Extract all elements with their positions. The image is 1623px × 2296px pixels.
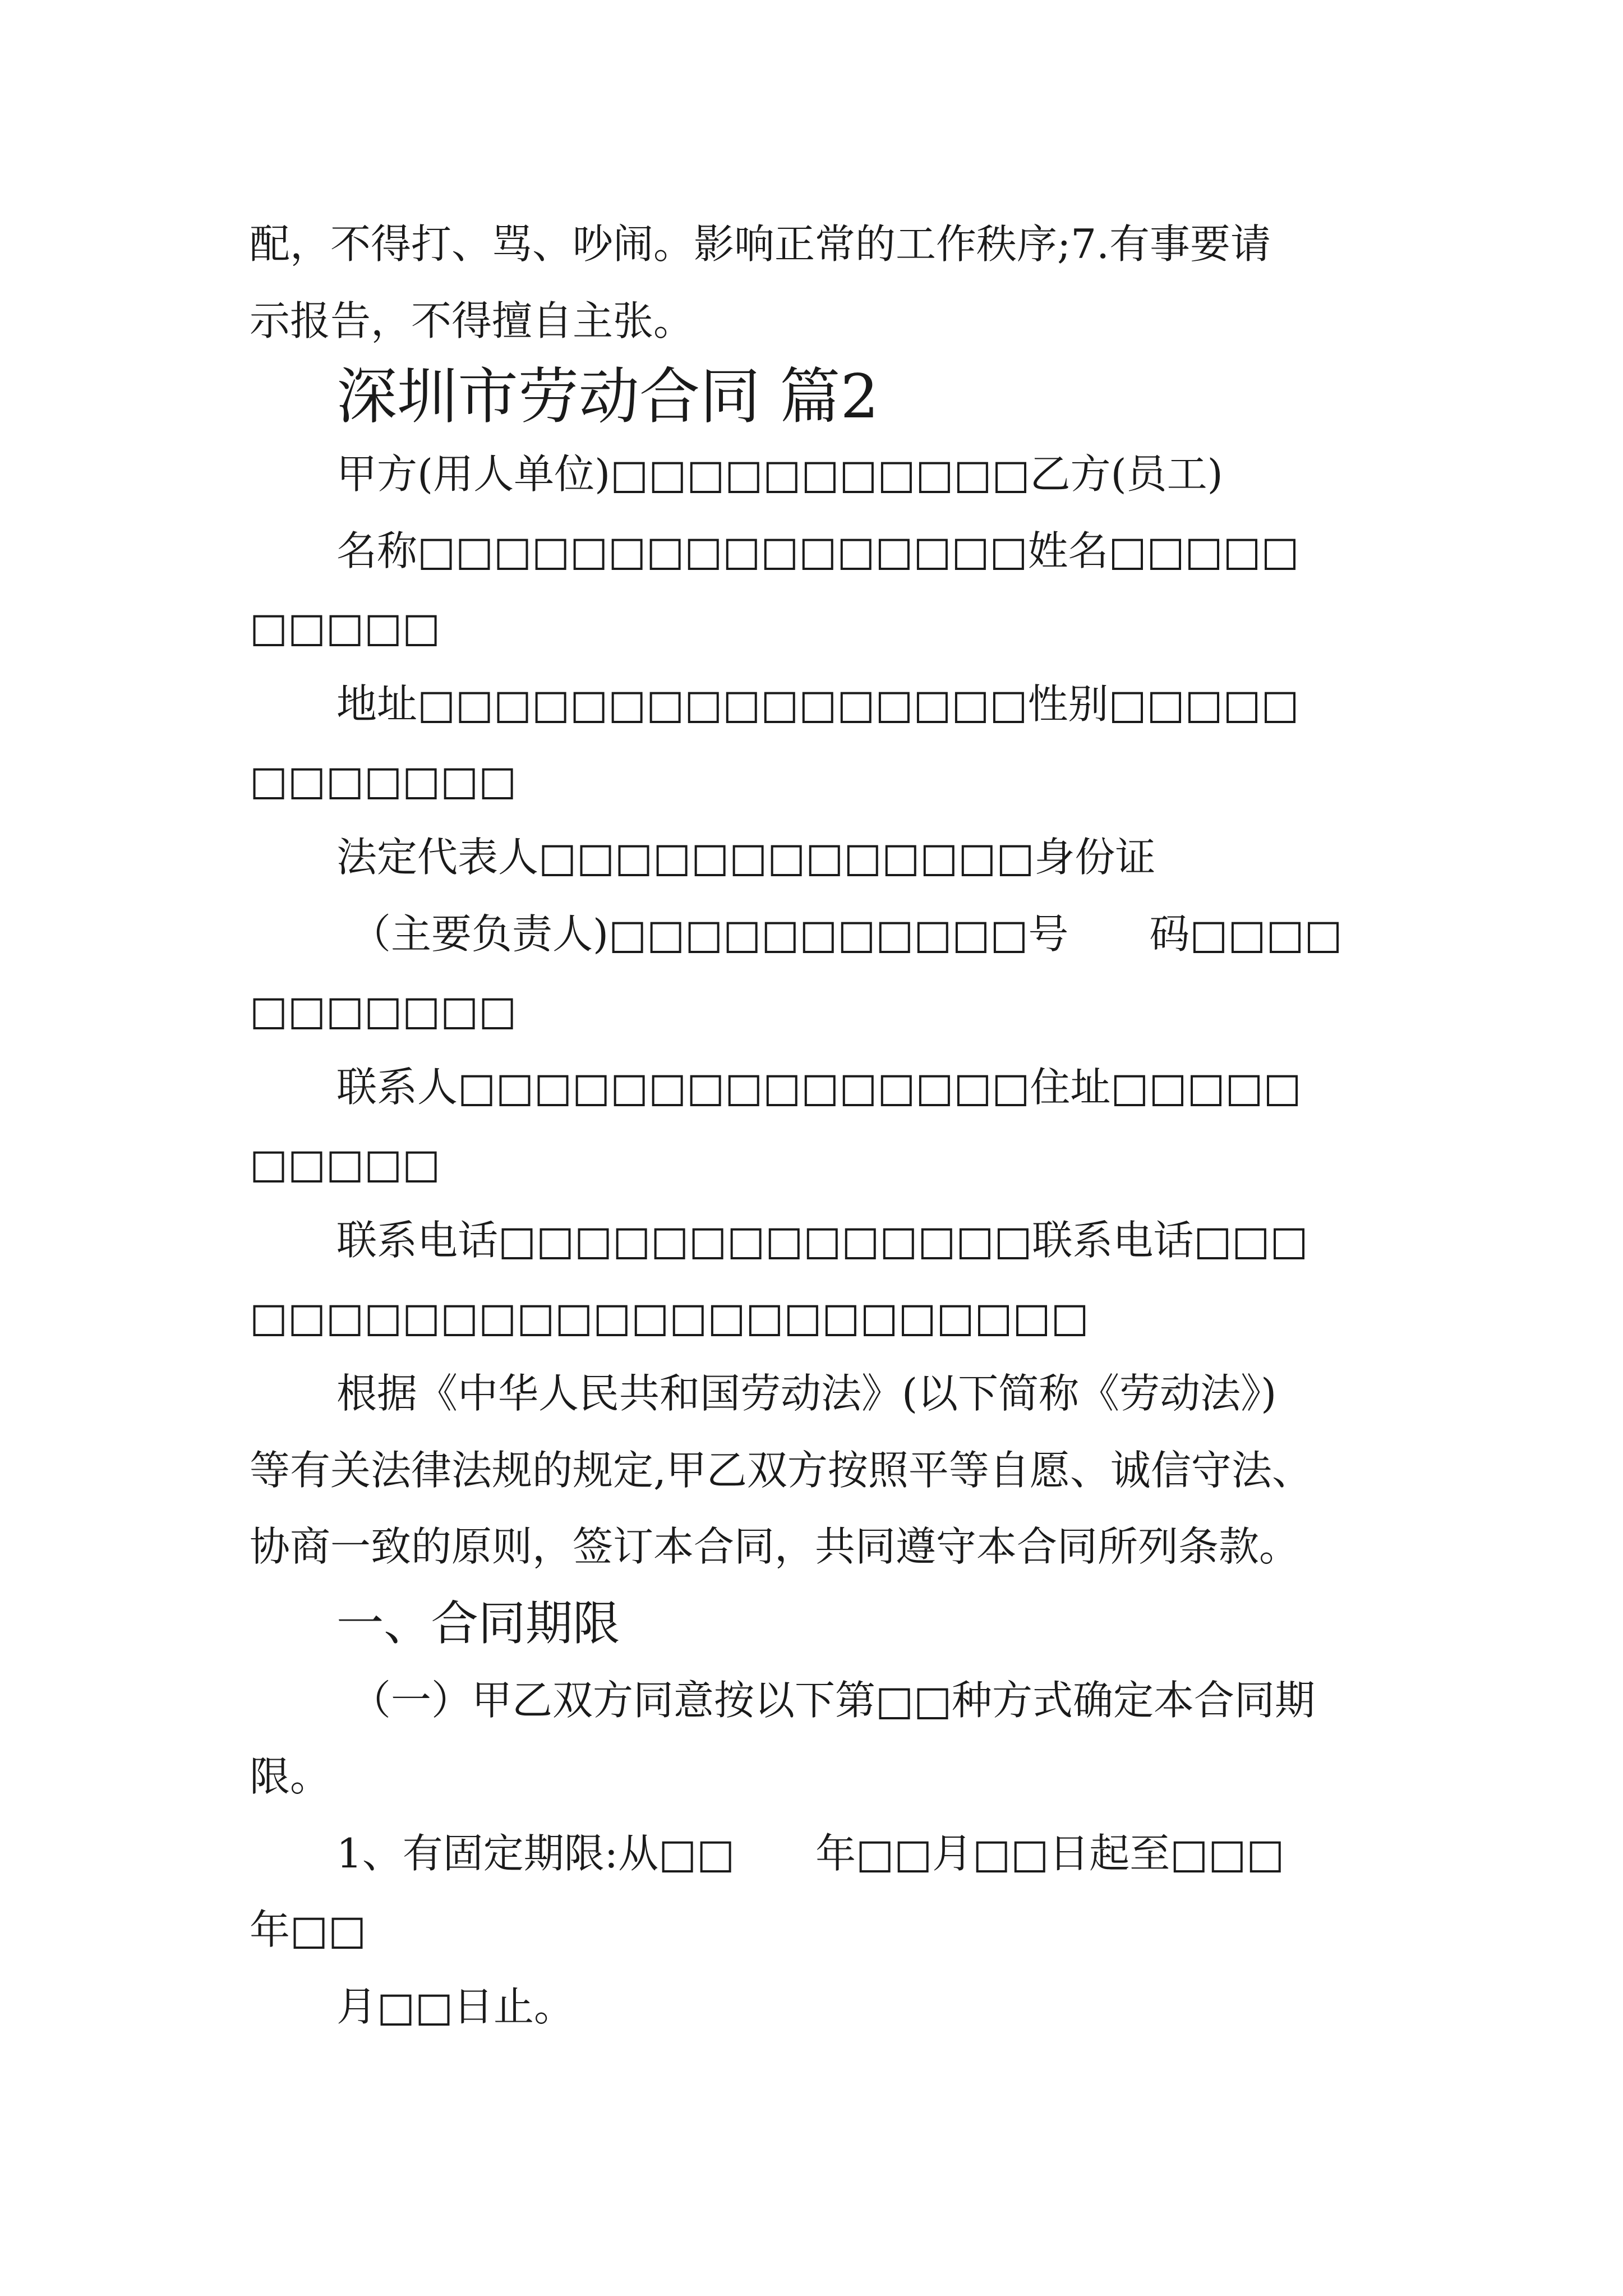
section-heading: 深圳市劳动合同 篇2 bbox=[336, 362, 879, 432]
form-field-line: 名称□□□□□□□□□□□□□□□□姓名□□□□□ bbox=[336, 527, 1299, 574]
text-line: 年□□ bbox=[250, 1906, 367, 1953]
text-line: 协商一致的原则，签订本合同，共同遵守本合同所列条款。 bbox=[250, 1523, 1300, 1570]
clause-heading: 一、合同期限 bbox=[336, 1596, 620, 1651]
text-line: 配，不得打、骂、吵闹。影响正常的工作秩序;7.有事要请 bbox=[250, 220, 1271, 268]
text-line: 示报告，不得擅自主张。 bbox=[250, 297, 694, 344]
text-line: 甲方(用人单位)□□□□□□□□□□□乙方(员工) bbox=[336, 450, 1223, 498]
text-line: 1、有固定期限:从□□ 年□□月□□日起至□□□ bbox=[336, 1830, 1285, 1877]
form-field-line: □□□□□□□ bbox=[250, 987, 517, 1034]
form-field-line: （主要负责人)□□□□□□□□□□□号 码□□□□ bbox=[351, 910, 1343, 958]
text-line: 月□□日止。 bbox=[336, 1983, 575, 2030]
form-field-line: 联系电话□□□□□□□□□□□□□□联系电话□□□ bbox=[336, 1217, 1308, 1264]
text-line: （一）甲乙双方同意按以下第□□种方式确定本合同期 bbox=[351, 1677, 1316, 1724]
text-line: 限。 bbox=[250, 1753, 331, 1800]
form-field-line: □□□□□ bbox=[250, 1140, 441, 1187]
text-line: 根据《中华人民共和国劳动法》(以下简称《劳动法》) bbox=[336, 1370, 1277, 1417]
text-line: 等有关法律法规的规定,甲乙双方按照平等自愿、诚信守法、 bbox=[250, 1447, 1312, 1494]
form-field-line: □□□□□□□ bbox=[250, 757, 517, 804]
form-field-line: □□□□□ bbox=[250, 604, 441, 651]
form-field-line: 联系人□□□□□□□□□□□□□□□住址□□□□□ bbox=[336, 1064, 1302, 1111]
form-field-line: □□□□□□□□□□□□□□□□□□□□□□ bbox=[250, 1294, 1089, 1341]
form-field-line: 法定代表人□□□□□□□□□□□□□身份证 bbox=[336, 834, 1156, 881]
form-field-line: 地址□□□□□□□□□□□□□□□□性别□□□□□ bbox=[336, 680, 1299, 728]
